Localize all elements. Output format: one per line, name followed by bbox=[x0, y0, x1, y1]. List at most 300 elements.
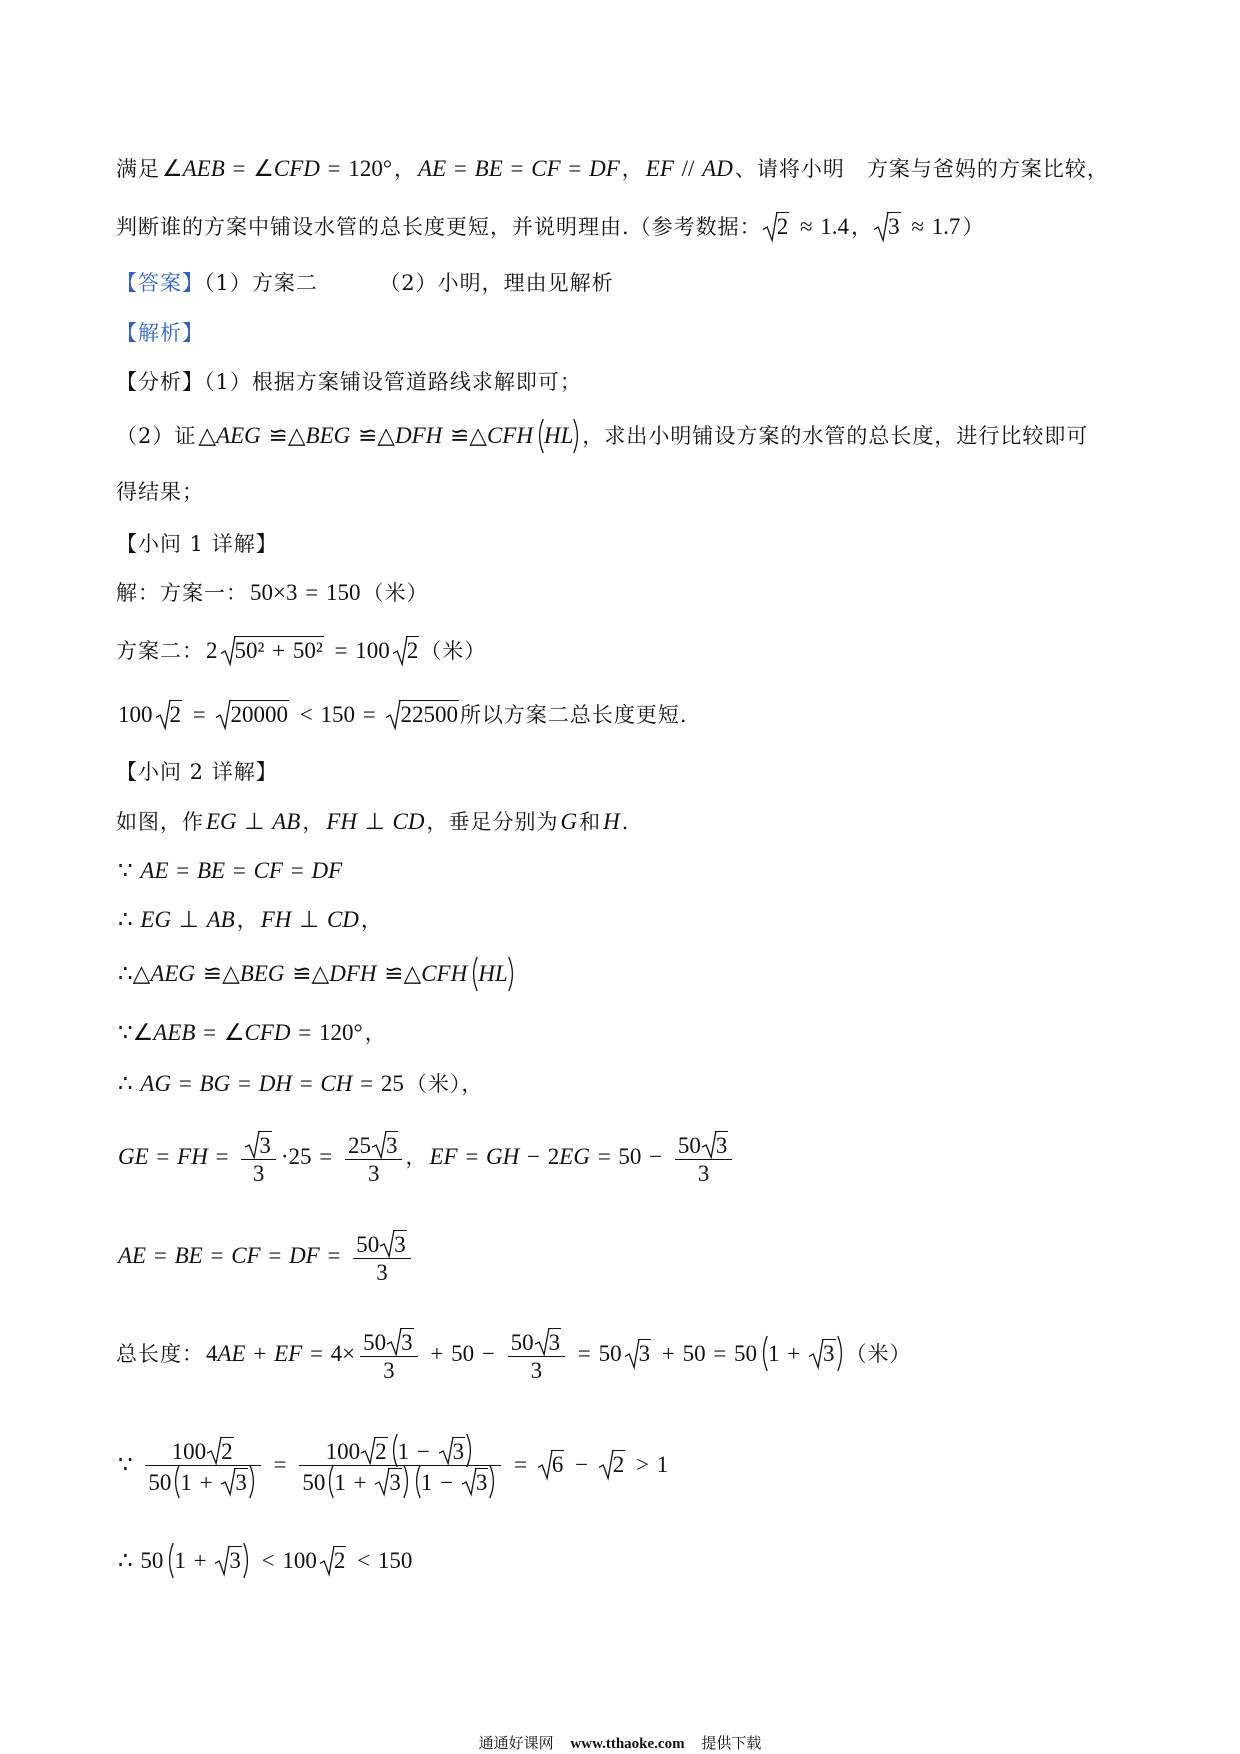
math-expression bbox=[118, 907, 235, 932]
math-variable: BEG bbox=[305, 423, 351, 448]
math-symbols: + 50 = 50 bbox=[654, 1341, 758, 1366]
math-symbols: 20000 bbox=[230, 702, 288, 727]
math-expression bbox=[363, 1330, 386, 1355]
math-symbols: ∴ 50 bbox=[118, 1548, 164, 1573]
parenthesized-group bbox=[413, 1468, 497, 1495]
math-expression bbox=[254, 1548, 317, 1573]
math-variable: GE bbox=[118, 1144, 149, 1169]
fraction-denominator bbox=[508, 1357, 566, 1383]
math-symbols: 3 bbox=[383, 1358, 395, 1383]
parenthesized-group bbox=[172, 1468, 256, 1495]
parenthesized-content bbox=[768, 1342, 836, 1366]
math-symbols: > 1 bbox=[628, 1451, 669, 1477]
math-symbols: ∵ bbox=[118, 1451, 141, 1477]
math-variable: BE bbox=[196, 858, 226, 883]
parenthesized-group bbox=[166, 1546, 250, 1575]
math-symbols: 50 bbox=[363, 1330, 387, 1355]
fraction-numerator bbox=[353, 1230, 411, 1259]
left-parenthesis bbox=[390, 1434, 398, 1467]
math-variable: BE bbox=[174, 1243, 203, 1268]
math-expression bbox=[118, 1243, 348, 1268]
math-expression bbox=[376, 1260, 388, 1285]
math-expression bbox=[230, 702, 288, 727]
radicand bbox=[228, 1546, 242, 1573]
math-variable: EG bbox=[140, 907, 172, 932]
math-symbols: 2 bbox=[333, 1548, 346, 1573]
math-expression bbox=[768, 1341, 808, 1366]
math-expression bbox=[206, 638, 218, 663]
math-symbols: ⊥ bbox=[291, 907, 327, 932]
math-symbols: = bbox=[457, 1144, 487, 1169]
math-expression bbox=[235, 638, 323, 663]
math-expression bbox=[628, 1452, 668, 1477]
part-2-construction-line bbox=[116, 808, 629, 836]
square-root bbox=[361, 1437, 388, 1464]
square-root bbox=[216, 700, 289, 729]
square-root bbox=[809, 1339, 836, 1368]
text-run: ， bbox=[302, 810, 325, 834]
radicand bbox=[374, 1437, 388, 1464]
parenthesized-group bbox=[390, 1437, 474, 1464]
radicand bbox=[234, 1468, 248, 1495]
math-expression bbox=[429, 1144, 669, 1169]
math-variable: FH bbox=[260, 907, 292, 932]
radicand bbox=[388, 1468, 402, 1495]
math-expression bbox=[401, 1330, 413, 1355]
math-symbols: = bbox=[319, 1243, 349, 1268]
page-footer bbox=[0, 1734, 1240, 1753]
math-symbols: = 50 bbox=[570, 1341, 622, 1366]
text-run: 方案二： bbox=[116, 639, 204, 663]
square-root bbox=[221, 636, 324, 665]
math-expression bbox=[654, 1341, 757, 1366]
math-expression bbox=[904, 214, 961, 239]
left-parenthesis bbox=[172, 1465, 180, 1498]
text-run: 如图，作 bbox=[116, 810, 204, 834]
math-expression bbox=[302, 1470, 325, 1495]
math-expression bbox=[118, 858, 342, 883]
math-variable: AE bbox=[418, 156, 447, 181]
math-symbols: 3 bbox=[229, 1548, 241, 1573]
fraction bbox=[360, 1328, 418, 1383]
math-expression bbox=[823, 1341, 835, 1366]
radicand bbox=[776, 212, 790, 239]
math-symbols: = bbox=[506, 1451, 535, 1477]
math-expression bbox=[421, 1470, 461, 1495]
math-symbols: ≈ 1.4 bbox=[792, 214, 850, 239]
radical-sign bbox=[809, 1339, 823, 1368]
math-expression bbox=[118, 1452, 140, 1477]
left-parenthesis bbox=[326, 1465, 334, 1498]
math-variable: AE bbox=[118, 1243, 147, 1268]
math-expression bbox=[549, 1330, 561, 1355]
math-symbols: 3 bbox=[385, 1133, 398, 1158]
math-expression bbox=[221, 1439, 233, 1464]
math-symbols: + 50 − bbox=[422, 1341, 503, 1366]
math-symbols: 3 bbox=[715, 1133, 728, 1158]
parenthesized-content bbox=[421, 1471, 489, 1495]
radical-sign bbox=[462, 1468, 476, 1495]
problem-condition-line-1 bbox=[116, 155, 1109, 183]
radical-sign bbox=[215, 1546, 229, 1575]
math-symbols: 2 bbox=[169, 702, 181, 727]
math-variable: HL bbox=[478, 961, 508, 986]
right-parenthesis bbox=[837, 1336, 845, 1371]
math-variable: CFH bbox=[421, 961, 468, 986]
math-symbols: = ∠ bbox=[195, 1020, 245, 1045]
fraction-denominator bbox=[360, 1357, 418, 1383]
math-expression bbox=[259, 1133, 271, 1158]
math-variable: AG bbox=[140, 1071, 172, 1096]
math-symbols: ∵ bbox=[118, 858, 141, 883]
parenthesized-group bbox=[326, 1468, 410, 1495]
math-expression bbox=[292, 702, 383, 727]
footer-download-note: 提供下载 bbox=[701, 1734, 762, 1752]
math-symbols: = bbox=[230, 1071, 259, 1096]
math-symbols: 3 bbox=[548, 1330, 561, 1355]
text-run: （米） bbox=[420, 639, 487, 663]
math-expression bbox=[356, 1232, 379, 1257]
text-run: 判断谁的方案中铺设水管的总长度更短，并说明理由.（参考数据： bbox=[116, 215, 762, 239]
math-symbols: 3 bbox=[389, 1470, 401, 1495]
part-1-plan-1-line bbox=[116, 579, 428, 607]
math-symbols: 1 + bbox=[180, 1470, 221, 1495]
section-label: 【答案】 bbox=[116, 271, 204, 295]
problem-condition-line-2 bbox=[116, 212, 984, 241]
math-symbols: ≌△ bbox=[442, 423, 487, 448]
radicand bbox=[475, 1468, 489, 1495]
text-run: （米） bbox=[845, 1342, 912, 1366]
math-variable: EF bbox=[645, 156, 674, 181]
square-root bbox=[386, 700, 459, 729]
math-expression bbox=[394, 1232, 406, 1257]
radicand bbox=[385, 1131, 399, 1158]
math-symbols: 1 − bbox=[420, 1470, 461, 1495]
math-variable: BEG bbox=[239, 961, 285, 986]
math-expression bbox=[261, 907, 359, 932]
math-variable: AD bbox=[702, 156, 733, 181]
part-2-step-angle bbox=[116, 1019, 387, 1047]
math-expression bbox=[206, 1341, 355, 1366]
radicand bbox=[258, 1131, 272, 1158]
math-symbols: ≌△ bbox=[284, 961, 330, 986]
math-expression bbox=[348, 1133, 371, 1158]
math-expression bbox=[407, 638, 419, 663]
math-symbols: 2 bbox=[406, 638, 419, 663]
math-symbols: △ bbox=[198, 423, 217, 448]
text-run: ， bbox=[364, 1021, 387, 1045]
footer-url: www.tthaoke.com bbox=[570, 1736, 685, 1752]
math-expression bbox=[478, 961, 507, 986]
math-expression bbox=[386, 1133, 398, 1158]
radical-sign bbox=[207, 1437, 221, 1464]
math-variable: FH bbox=[326, 809, 357, 834]
fraction-denominator bbox=[675, 1160, 733, 1186]
radical-sign bbox=[375, 1468, 389, 1495]
math-expression bbox=[334, 1548, 346, 1573]
math-symbols: ·25 = bbox=[280, 1144, 340, 1169]
math-variable: CF bbox=[531, 156, 561, 181]
right-parenthesis bbox=[489, 1465, 497, 1498]
math-symbols: 50 bbox=[148, 1470, 172, 1495]
math-expression bbox=[888, 214, 900, 239]
radicand bbox=[234, 636, 324, 663]
radicand bbox=[393, 1230, 407, 1257]
math-symbols: ⊥ bbox=[236, 809, 273, 834]
square-root bbox=[156, 700, 183, 729]
math-symbols: = bbox=[260, 1243, 290, 1268]
math-expression bbox=[375, 1439, 387, 1464]
parenthesized-content bbox=[544, 424, 573, 448]
math-symbols: − bbox=[567, 1451, 596, 1477]
radicand bbox=[333, 1546, 347, 1573]
math-variable: AEG bbox=[216, 423, 261, 448]
right-parenthesis bbox=[573, 419, 581, 453]
math-symbols: < 150 = bbox=[291, 702, 384, 727]
math-expression bbox=[198, 423, 533, 448]
math-expression bbox=[639, 1341, 651, 1366]
math-expression bbox=[567, 1452, 595, 1477]
math-expression bbox=[603, 809, 620, 834]
math-symbols: = bbox=[291, 1071, 321, 1096]
text-run: （1）方案二 （2）小明，理由见解析 bbox=[204, 271, 614, 295]
math-symbols: = bbox=[502, 156, 532, 181]
part-2-heading bbox=[116, 758, 278, 786]
text-run: 【分析】（1）根据方案铺设管道路线求解即可； bbox=[116, 370, 582, 394]
square-root bbox=[387, 1328, 414, 1355]
left-parenthesis bbox=[536, 419, 544, 453]
square-root bbox=[535, 1328, 562, 1355]
math-symbols: = bbox=[265, 1451, 295, 1477]
math-expression bbox=[174, 1548, 214, 1573]
math-expression bbox=[646, 156, 733, 181]
math-variable: AEB bbox=[182, 156, 225, 181]
text-run: ，求出小明铺设方案的水管的总长度，进行比较即可 bbox=[582, 424, 1089, 448]
math-symbols: 50² + 50² bbox=[234, 638, 323, 663]
square-root bbox=[439, 1437, 466, 1464]
footer-site-name: 通通好课网 bbox=[478, 1734, 554, 1752]
part-2-step-perpendicular bbox=[116, 906, 383, 934]
left-parenthesis bbox=[166, 1543, 174, 1578]
radicand bbox=[400, 1328, 414, 1355]
math-expression bbox=[206, 809, 300, 834]
fraction bbox=[353, 1230, 411, 1285]
math-variable: DF bbox=[289, 1243, 320, 1268]
radicand bbox=[406, 636, 420, 663]
math-expression bbox=[170, 702, 182, 727]
math-symbols: 3 bbox=[401, 1330, 413, 1355]
square-root bbox=[393, 636, 420, 665]
right-parenthesis bbox=[243, 1543, 251, 1578]
text-run: 得结果； bbox=[116, 480, 204, 504]
math-expression bbox=[118, 1144, 236, 1169]
text-run: ） bbox=[962, 215, 985, 239]
radical-sign bbox=[245, 1131, 259, 1158]
analysis-line-2 bbox=[116, 422, 1088, 450]
fraction bbox=[508, 1328, 566, 1383]
math-expression bbox=[118, 1548, 163, 1573]
math-expression bbox=[368, 1161, 380, 1186]
fraction-numerator bbox=[675, 1131, 733, 1160]
math-variable: DFH bbox=[394, 423, 443, 448]
text-run: 和 bbox=[579, 810, 602, 834]
math-symbols: 3 bbox=[367, 1161, 380, 1186]
math-expression bbox=[229, 1548, 241, 1573]
math-symbols: ∠ bbox=[162, 156, 183, 181]
radical-sign bbox=[538, 1450, 552, 1479]
math-symbols: 2 bbox=[612, 1451, 625, 1477]
math-symbols: < 150 bbox=[349, 1548, 413, 1573]
math-expression bbox=[418, 156, 620, 181]
math-symbols: 50 bbox=[677, 1133, 701, 1158]
math-symbols: ≌△ bbox=[350, 423, 395, 448]
math-symbols: ≌△ bbox=[260, 423, 306, 448]
right-parenthesis bbox=[249, 1465, 257, 1498]
math-expression bbox=[613, 1452, 625, 1477]
math-expression bbox=[777, 214, 789, 239]
math-symbols: 3 bbox=[376, 1260, 388, 1285]
math-symbols: ≌△ bbox=[376, 961, 422, 986]
fraction-numerator bbox=[345, 1131, 403, 1160]
radical-sign bbox=[387, 1328, 401, 1355]
math-expression bbox=[389, 1470, 401, 1495]
math-expression bbox=[383, 1358, 395, 1383]
square-root bbox=[207, 1437, 234, 1464]
square-root bbox=[874, 212, 901, 241]
fraction bbox=[145, 1437, 260, 1495]
right-parenthesis bbox=[466, 1434, 474, 1467]
math-symbols: 50×3 = 150 bbox=[250, 580, 361, 605]
math-variable: AEG bbox=[150, 961, 196, 986]
square-root bbox=[221, 1468, 248, 1495]
fraction bbox=[241, 1131, 276, 1186]
math-symbols: = bbox=[185, 702, 214, 727]
math-variable: AB bbox=[272, 809, 301, 834]
math-symbols: = bbox=[148, 1144, 178, 1169]
analysis-line-3 bbox=[116, 478, 204, 506]
math-variable: EF bbox=[274, 1341, 303, 1366]
radical-sign bbox=[380, 1230, 394, 1257]
math-symbols: = bbox=[225, 858, 254, 883]
math-expression bbox=[678, 1133, 701, 1158]
math-expression bbox=[253, 1161, 265, 1186]
math-symbols: 3 bbox=[823, 1341, 835, 1366]
text-run: 满足 bbox=[116, 157, 160, 181]
fraction-numerator bbox=[508, 1328, 566, 1357]
square-root bbox=[462, 1468, 489, 1495]
radicand bbox=[638, 1339, 652, 1366]
radical-sign bbox=[763, 212, 777, 241]
math-expression bbox=[511, 1330, 534, 1355]
math-symbols: = ∠ bbox=[224, 156, 274, 181]
math-expression bbox=[235, 1470, 247, 1495]
radical-sign bbox=[386, 700, 400, 729]
part-2-step-ae bbox=[116, 1230, 414, 1285]
math-symbols: 100 bbox=[325, 1439, 361, 1464]
math-expression bbox=[453, 1439, 465, 1464]
math-symbols: 6 bbox=[551, 1451, 564, 1477]
math-symbols: 50 bbox=[510, 1330, 534, 1355]
text-run: ， bbox=[851, 215, 874, 239]
math-symbols: 2 bbox=[375, 1439, 387, 1464]
math-expression bbox=[148, 1470, 171, 1495]
math-expression bbox=[185, 702, 213, 727]
math-expression bbox=[334, 1470, 374, 1495]
math-expression bbox=[552, 1452, 564, 1477]
text-run: 【小问 2 详解】 bbox=[116, 760, 278, 784]
math-variable: CD bbox=[392, 809, 425, 834]
math-symbols: 3 bbox=[452, 1439, 465, 1464]
text-run: 所以方案二总长度更短. bbox=[459, 703, 688, 727]
text-run: ， bbox=[621, 157, 644, 181]
math-expression bbox=[326, 809, 424, 834]
parenthesized-content bbox=[398, 1440, 466, 1464]
fraction-numerator bbox=[299, 1437, 501, 1466]
math-symbols: = bbox=[168, 858, 197, 883]
radicand bbox=[887, 212, 901, 239]
math-symbols: 2 bbox=[206, 638, 218, 663]
radicand bbox=[452, 1437, 466, 1464]
part-2-ratio-line bbox=[116, 1437, 670, 1495]
math-expression bbox=[423, 1341, 503, 1366]
math-expression bbox=[326, 1439, 361, 1464]
math-expression bbox=[561, 809, 578, 834]
text-run: ， bbox=[394, 157, 417, 181]
math-variable: G bbox=[560, 809, 578, 834]
fraction-numerator bbox=[360, 1328, 418, 1357]
radical-sign bbox=[439, 1437, 453, 1464]
math-variable: CFH bbox=[486, 423, 533, 448]
fraction-denominator bbox=[145, 1466, 260, 1495]
math-symbols: 3 bbox=[530, 1358, 543, 1383]
math-variable: AE bbox=[140, 858, 169, 883]
math-variable: CF bbox=[231, 1243, 261, 1268]
math-symbols: = bbox=[202, 1243, 232, 1268]
part-2-conclusion-line bbox=[116, 1546, 414, 1575]
fraction bbox=[345, 1131, 403, 1186]
math-symbols: 2 bbox=[776, 214, 789, 239]
math-symbols: 50 bbox=[356, 1232, 380, 1257]
radicand bbox=[715, 1131, 729, 1158]
math-variable: EF bbox=[429, 1144, 458, 1169]
math-expression bbox=[162, 156, 392, 181]
math-variable: DH bbox=[258, 1071, 292, 1096]
square-root bbox=[375, 1468, 402, 1495]
math-expression bbox=[398, 1439, 438, 1464]
math-symbols: = 50 − bbox=[589, 1144, 670, 1169]
math-symbols: 3 bbox=[252, 1161, 265, 1186]
part-2-step-ge-ef bbox=[116, 1131, 735, 1186]
math-expression bbox=[506, 1452, 534, 1477]
parenthesized-group bbox=[470, 960, 515, 988]
math-symbols: = 4× bbox=[302, 1341, 356, 1366]
square-root bbox=[320, 1546, 347, 1575]
fraction bbox=[299, 1437, 501, 1495]
math-symbols: = bbox=[207, 1144, 237, 1169]
radical-sign bbox=[216, 700, 230, 729]
analysis-line-1 bbox=[116, 368, 582, 396]
math-variable: AB bbox=[206, 907, 235, 932]
fraction bbox=[675, 1131, 733, 1186]
radicand bbox=[229, 700, 289, 727]
math-symbols: 1 + bbox=[768, 1341, 809, 1366]
math-symbols: = bbox=[560, 156, 590, 181]
math-expression bbox=[792, 214, 849, 239]
math-symbols: = 120° bbox=[290, 1020, 363, 1045]
part-1-plan-2-line bbox=[116, 636, 486, 665]
square-root bbox=[245, 1131, 272, 1158]
square-root bbox=[215, 1546, 242, 1575]
